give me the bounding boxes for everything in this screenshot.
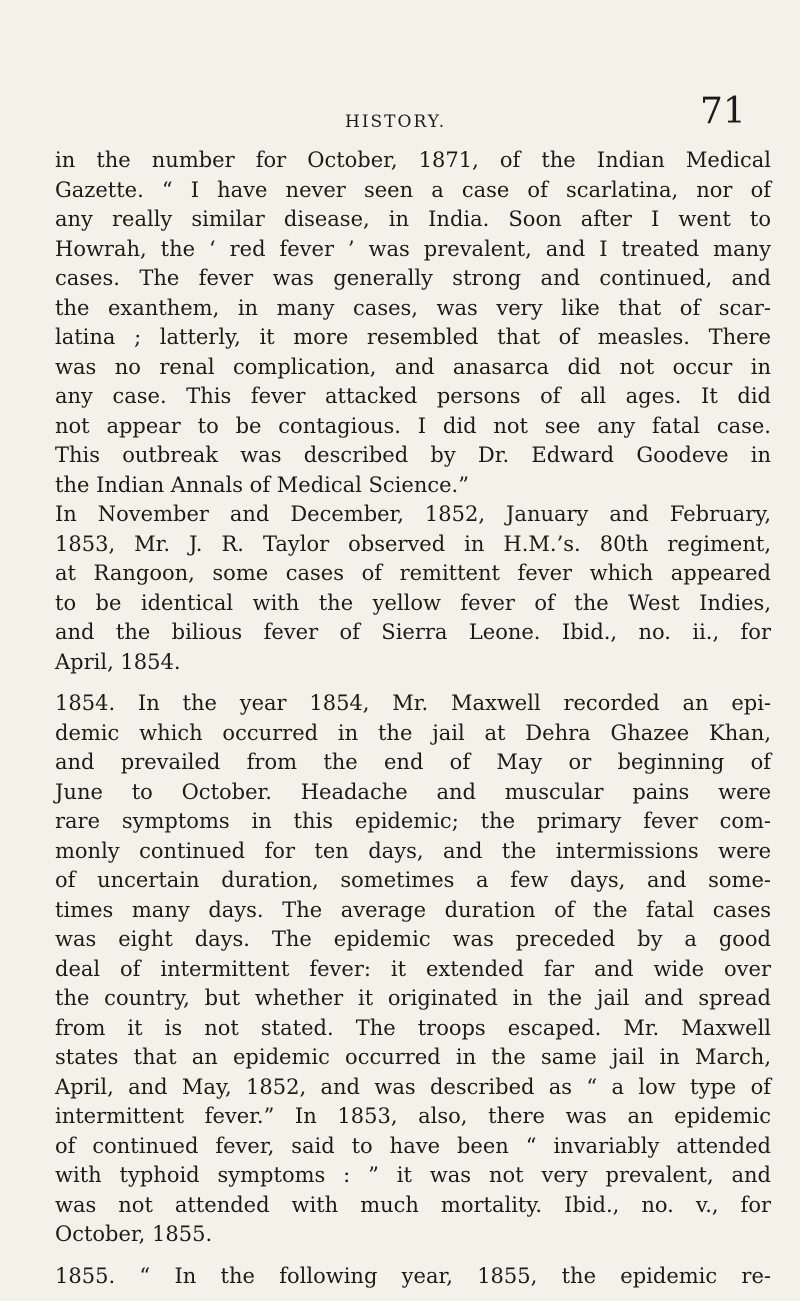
- text-line: in the number for October, 1871, of the Indian Medical: [55, 148, 771, 172]
- text-line: intermittent fever.” In 1853, also, there was an epidemic: [55, 1104, 771, 1128]
- page-number: 71: [700, 91, 746, 132]
- text-line: the exanthem, in many cases, was very like that of scar-: [55, 295, 771, 320]
- text-line: was no renal complication, and anasarca did not occur in: [55, 354, 771, 379]
- paragraph: [55, 146, 771, 500]
- text-line: latina ; latterly, it more resembled that of measles. There: [55, 325, 771, 349]
- text-line: This outbreak was described by Dr. Edward Goodeve in: [55, 443, 771, 467]
- text-line: April, and May, 1852, and was described as “ a low type of: [55, 1074, 771, 1099]
- text-line: from it is not stated. The troops escaped. Mr. Maxwell: [55, 1015, 771, 1040]
- paragraph: [55, 1262, 771, 1292]
- paragraph: [55, 689, 771, 1250]
- text-line: any really similar disease, in India. Soon after I went to: [55, 207, 771, 231]
- text-line: was eight days. The epidemic was preceded by a good: [55, 927, 771, 951]
- text-line: any case. This fever attacked persons of all ages. It did: [55, 384, 771, 408]
- text-line: cases. The fever was generally strong and continued, and: [55, 266, 771, 290]
- text-line: 1853, Mr. J. R. Taylor observed in H.M.’s. 80th regiment,: [55, 531, 771, 556]
- text-line: monly continued for ten days, and the intermissions were: [55, 838, 771, 863]
- text-line: to be identical with the yellow fever of the West Indies,: [55, 590, 771, 615]
- text-line: and prevailed from the end of May or beginning of: [55, 750, 771, 774]
- body-text: [55, 146, 771, 1291]
- running-head: [0, 90, 800, 130]
- text-line: 1855. “ In the following year, 1855, the epidemic re-: [55, 1263, 771, 1288]
- text-line: October, 1855.: [55, 1222, 213, 1246]
- text-line: the country, but whether it originated in the jail and spread: [55, 986, 771, 1010]
- text-line: of continued fever, said to have been “ invariably attended: [55, 1133, 771, 1158]
- text-line: states that an epidemic occurred in the same jail in March,: [55, 1045, 771, 1069]
- text-line: rare symptoms in this epidemic; the primary fever com-: [55, 809, 771, 833]
- text-line: June to October. Headache and muscular pains were: [55, 779, 771, 804]
- text-line: and the bilious fever of Sierra Leone. Ibid., no. ii., for: [55, 620, 771, 644]
- paragraph: [55, 500, 771, 677]
- running-head-title: HISTORY.: [345, 112, 447, 132]
- text-line: was not attended with much mortality. Ibid., no. v., for: [55, 1192, 771, 1217]
- text-line: April, 1854.: [55, 649, 181, 674]
- text-line: the Indian Annals of Medical Science.”: [55, 472, 469, 497]
- text-line: In November and December, 1852, January and February,: [55, 502, 771, 526]
- text-line: demic which occurred in the jail at Dehra Ghazee Khan,: [55, 720, 771, 745]
- text-line: of uncertain duration, sometimes a few days, and some-: [55, 868, 771, 892]
- text-line: deal of intermittent fever: it extended far and wide over: [55, 956, 771, 981]
- text-line: times many days. The average duration of the fatal cases: [55, 897, 771, 922]
- text-line: at Rangoon, some cases of remittent fever which appeared: [55, 561, 771, 585]
- text-line: not appear to be contagious. I did not see any fatal case.: [55, 413, 771, 438]
- text-line: 1854. In the year 1854, Mr. Maxwell recorded an epi-: [55, 691, 771, 715]
- text-line: Gazette. “ I have never seen a case of scarlatina, nor of: [55, 177, 771, 202]
- text-line: Howrah, the ‘ red fever ’ was prevalent, and I treated many: [55, 236, 771, 261]
- text-line: with typhoid symptoms : ” it was not very prevalent, and: [55, 1163, 771, 1187]
